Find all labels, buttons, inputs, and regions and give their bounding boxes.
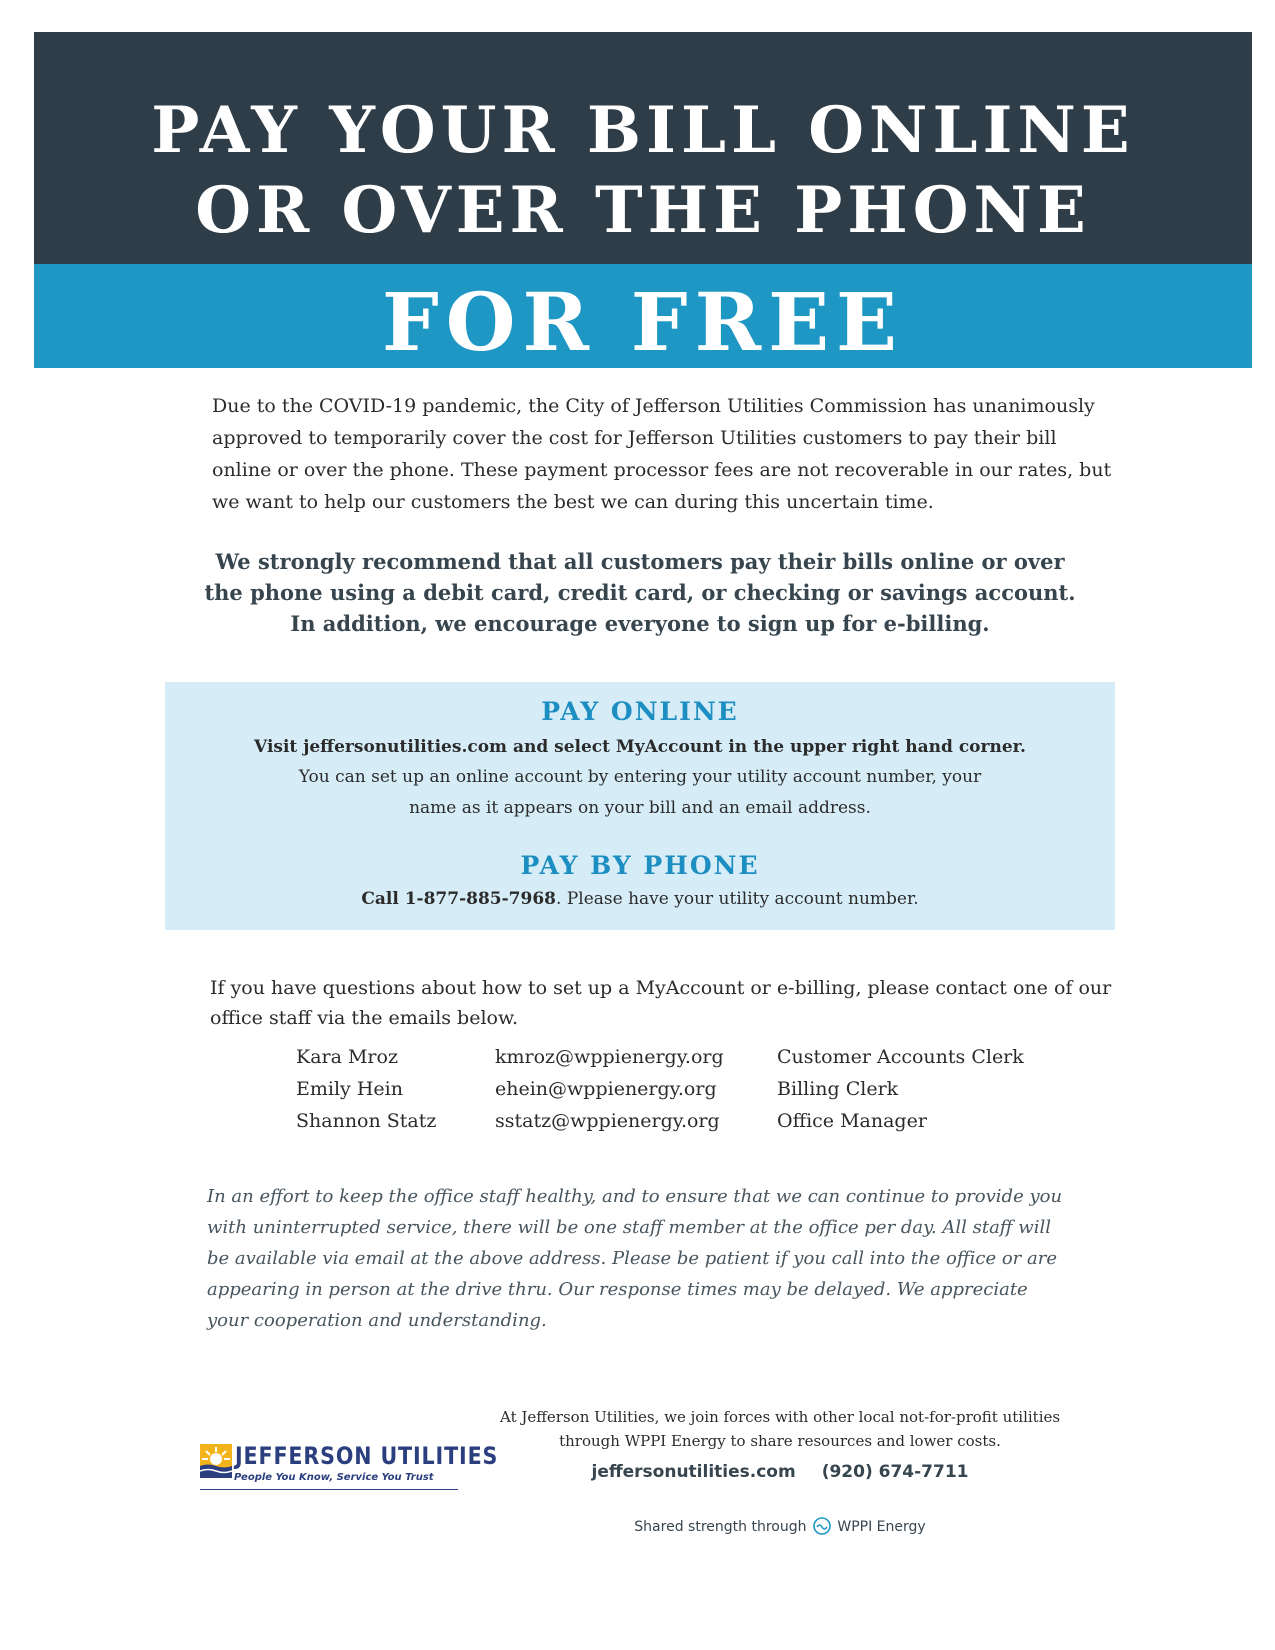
payment-phone-number: 1-877-885-7968: [404, 889, 557, 909]
notice-line: with uninterrupted service, there will be one staff member at the office per day. All staff will: [207, 1217, 1051, 1238]
footer-contact: [500, 1462, 1060, 1482]
contact-name: Emily Hein: [296, 1078, 403, 1100]
contact-email: sstatz@wppienergy.org: [495, 1110, 720, 1132]
shared-strength-text: Shared strength through: [634, 1519, 807, 1535]
pay-online-instruction: Visit jeffersonutilities.com and select MyAccount in the upper right hand corner.: [254, 737, 1026, 757]
contact-role: Customer Accounts Clerk: [777, 1046, 1024, 1068]
intro-line: online or over the phone. These payment processor fees are not recoverable in our rates, but: [212, 459, 1112, 481]
intro-line: approved to temporarily cover the cost for Jefferson Utilities customers to pay their bill: [212, 427, 1057, 449]
wppi-tagline: [500, 1517, 1060, 1535]
office-notice-paragraph: [207, 1181, 1087, 1336]
pay-online-detail-line: name as it appears on your bill and an email address.: [409, 798, 871, 818]
questions-line: office staff via the emails below.: [210, 1007, 519, 1029]
logo-underline: [200, 1489, 458, 1490]
pay-online-detail-line: You can set up an online account by entering your utility account number, your: [298, 767, 982, 787]
recommendation-paragraph: [160, 546, 1120, 639]
jefferson-utilities-logo: [200, 1442, 499, 1499]
wppi-brand-text: WPPI Energy: [837, 1519, 926, 1535]
contact-name: Kara Mroz: [296, 1046, 398, 1068]
pay-by-phone-line: [165, 884, 1115, 914]
pay-by-phone-title: PAY BY PHONE: [520, 851, 760, 880]
pay-online-title: PAY ONLINE: [541, 697, 739, 726]
wppi-logo-icon: [813, 1517, 831, 1535]
recommendation-line: We strongly recommend that all customers pay their bills online or over: [215, 549, 1065, 574]
questions-line: If you have questions about how to set up a MyAccount or e-billing, please contact one of our: [210, 977, 1112, 999]
notice-line: be available via email at the above address. Please be patient if you call into the office or are: [207, 1248, 1057, 1269]
headline-for-free: FOR FREE: [381, 275, 905, 369]
contact-role: Office Manager: [777, 1110, 927, 1132]
office-phone: (920) 674-7711: [821, 1462, 969, 1482]
footer-line: through WPPI Energy to share resources and lower costs.: [559, 1432, 1001, 1450]
intro-paragraph: [212, 390, 1112, 518]
recommendation-line: In addition, we encourage everyone to sign up for e-billing.: [290, 611, 990, 636]
logo-tagline: People You Know, Service You Trust: [234, 1472, 434, 1483]
contact-email: ehein@wppienergy.org: [495, 1078, 717, 1100]
intro-line: Due to the COVID-19 pandemic, the City of Jefferson Utilities Commission has unanimously: [212, 395, 1095, 417]
intro-line: we want to help our customers the best we can during this uncertain time.: [212, 491, 934, 513]
footer-statement: [500, 1405, 1060, 1453]
contact-role: Billing Clerk: [777, 1078, 899, 1100]
website-link[interactable]: jeffersonutilities.com: [591, 1462, 796, 1482]
sun-waves-icon: [200, 1444, 232, 1478]
contact-email: kmroz@wppienergy.org: [495, 1046, 724, 1068]
recommendation-line: the phone using a debit card, credit card, or checking or savings account.: [204, 580, 1076, 605]
questions-paragraph: [210, 973, 1112, 1033]
notice-line: In an effort to keep the office staff healthy, and to ensure that we can continue to provide you: [207, 1186, 1063, 1207]
headline-line-2: OR OVER THE PHONE: [195, 173, 1091, 248]
call-label: Call: [361, 889, 405, 909]
headline-line-1: PAY YOUR BILL ONLINE: [151, 93, 1135, 168]
pay-by-phone-rest: . Please have your utility account number.: [556, 889, 919, 909]
notice-line: appearing in person at the drive thru. Our response times may be delayed. We appreciate: [207, 1279, 1028, 1300]
notice-line: your cooperation and understanding.: [207, 1310, 547, 1331]
logo-name: JEFFERSON UTILITIES: [235, 1442, 499, 1470]
contact-name: Shannon Statz: [296, 1110, 437, 1132]
footer-line: At Jefferson Utilities, we join forces with other local not-for-profit utilities: [500, 1408, 1061, 1426]
